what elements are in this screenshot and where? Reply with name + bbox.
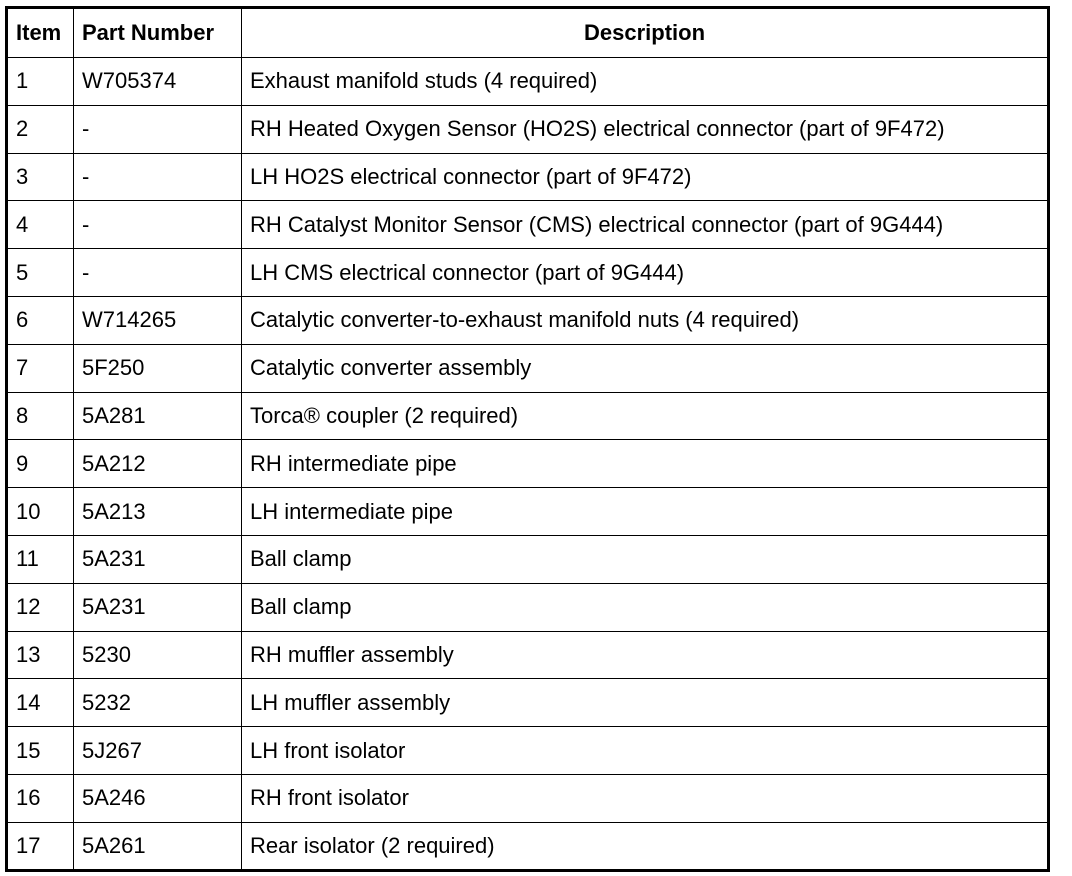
item-cell: 4: [7, 201, 74, 249]
description-cell: LH HO2S electrical connector (part of 9F472): [242, 153, 1049, 201]
table-row: [7, 58, 1049, 106]
item-cell: 1: [7, 58, 74, 106]
part-number-cell: 5A213: [74, 488, 242, 536]
table-row: [7, 440, 1049, 488]
description-cell: LH intermediate pipe: [242, 488, 1049, 536]
item-cell: 9: [7, 440, 74, 488]
description-cell: RH intermediate pipe: [242, 440, 1049, 488]
part-number-cell: 5A231: [74, 583, 242, 631]
part-number-cell: 5A246: [74, 774, 242, 822]
table-header: [7, 8, 1049, 58]
description-cell: RH Heated Oxygen Sensor (HO2S) electrical connector (part of 9F472): [242, 105, 1049, 153]
item-cell: 10: [7, 488, 74, 536]
description-cell: Rear isolator (2 required): [242, 822, 1049, 870]
part-number-cell: -: [74, 201, 242, 249]
description-cell: Torca® coupler (2 required): [242, 392, 1049, 440]
table-row: [7, 631, 1049, 679]
description-cell: Ball clamp: [242, 583, 1049, 631]
table-body: [7, 58, 1049, 871]
description-cell: Catalytic converter-to-exhaust manifold nuts (4 required): [242, 296, 1049, 344]
table-row: [7, 344, 1049, 392]
description-cell: LH front isolator: [242, 727, 1049, 775]
table-row: [7, 535, 1049, 583]
table-row: [7, 679, 1049, 727]
description-cell: Catalytic converter assembly: [242, 344, 1049, 392]
part-number-cell: 5A261: [74, 822, 242, 870]
part-number-cell: W714265: [74, 296, 242, 344]
item-cell: 14: [7, 679, 74, 727]
table-row: [7, 774, 1049, 822]
table-row: [7, 249, 1049, 297]
item-cell: 13: [7, 631, 74, 679]
part-number-cell: 5A231: [74, 535, 242, 583]
part-number-cell: 5230: [74, 631, 242, 679]
table-row: [7, 153, 1049, 201]
part-number-cell: 5A212: [74, 440, 242, 488]
table-row: [7, 105, 1049, 153]
part-number-cell: W705374: [74, 58, 242, 106]
part-number-cell: 5232: [74, 679, 242, 727]
item-cell: 5: [7, 249, 74, 297]
description-cell: LH CMS electrical connector (part of 9G444): [242, 249, 1049, 297]
table-row: [7, 822, 1049, 870]
table-row: [7, 201, 1049, 249]
item-cell: 8: [7, 392, 74, 440]
item-cell: 11: [7, 535, 74, 583]
item-cell: 12: [7, 583, 74, 631]
item-cell: 2: [7, 105, 74, 153]
item-cell: 6: [7, 296, 74, 344]
description-cell: RH Catalyst Monitor Sensor (CMS) electrical connector (part of 9G444): [242, 201, 1049, 249]
header-description: Description: [242, 8, 1049, 58]
description-cell: Exhaust manifold studs (4 required): [242, 58, 1049, 106]
part-number-cell: 5F250: [74, 344, 242, 392]
item-cell: 17: [7, 822, 74, 870]
part-number-cell: 5A281: [74, 392, 242, 440]
item-cell: 16: [7, 774, 74, 822]
description-cell: LH muffler assembly: [242, 679, 1049, 727]
header-item: Item: [7, 8, 74, 58]
table-row: [7, 583, 1049, 631]
table-row: [7, 488, 1049, 536]
description-cell: Ball clamp: [242, 535, 1049, 583]
item-cell: 15: [7, 727, 74, 775]
table-row: [7, 296, 1049, 344]
table-row: [7, 727, 1049, 775]
part-number-cell: 5J267: [74, 727, 242, 775]
header-row: [7, 8, 1049, 58]
item-cell: 7: [7, 344, 74, 392]
header-part-number: Part Number: [74, 8, 242, 58]
table-row: [7, 392, 1049, 440]
description-cell: RH front isolator: [242, 774, 1049, 822]
item-cell: 3: [7, 153, 74, 201]
part-number-cell: -: [74, 153, 242, 201]
part-number-cell: -: [74, 249, 242, 297]
description-cell: RH muffler assembly: [242, 631, 1049, 679]
parts-table: [5, 6, 1050, 872]
part-number-cell: -: [74, 105, 242, 153]
